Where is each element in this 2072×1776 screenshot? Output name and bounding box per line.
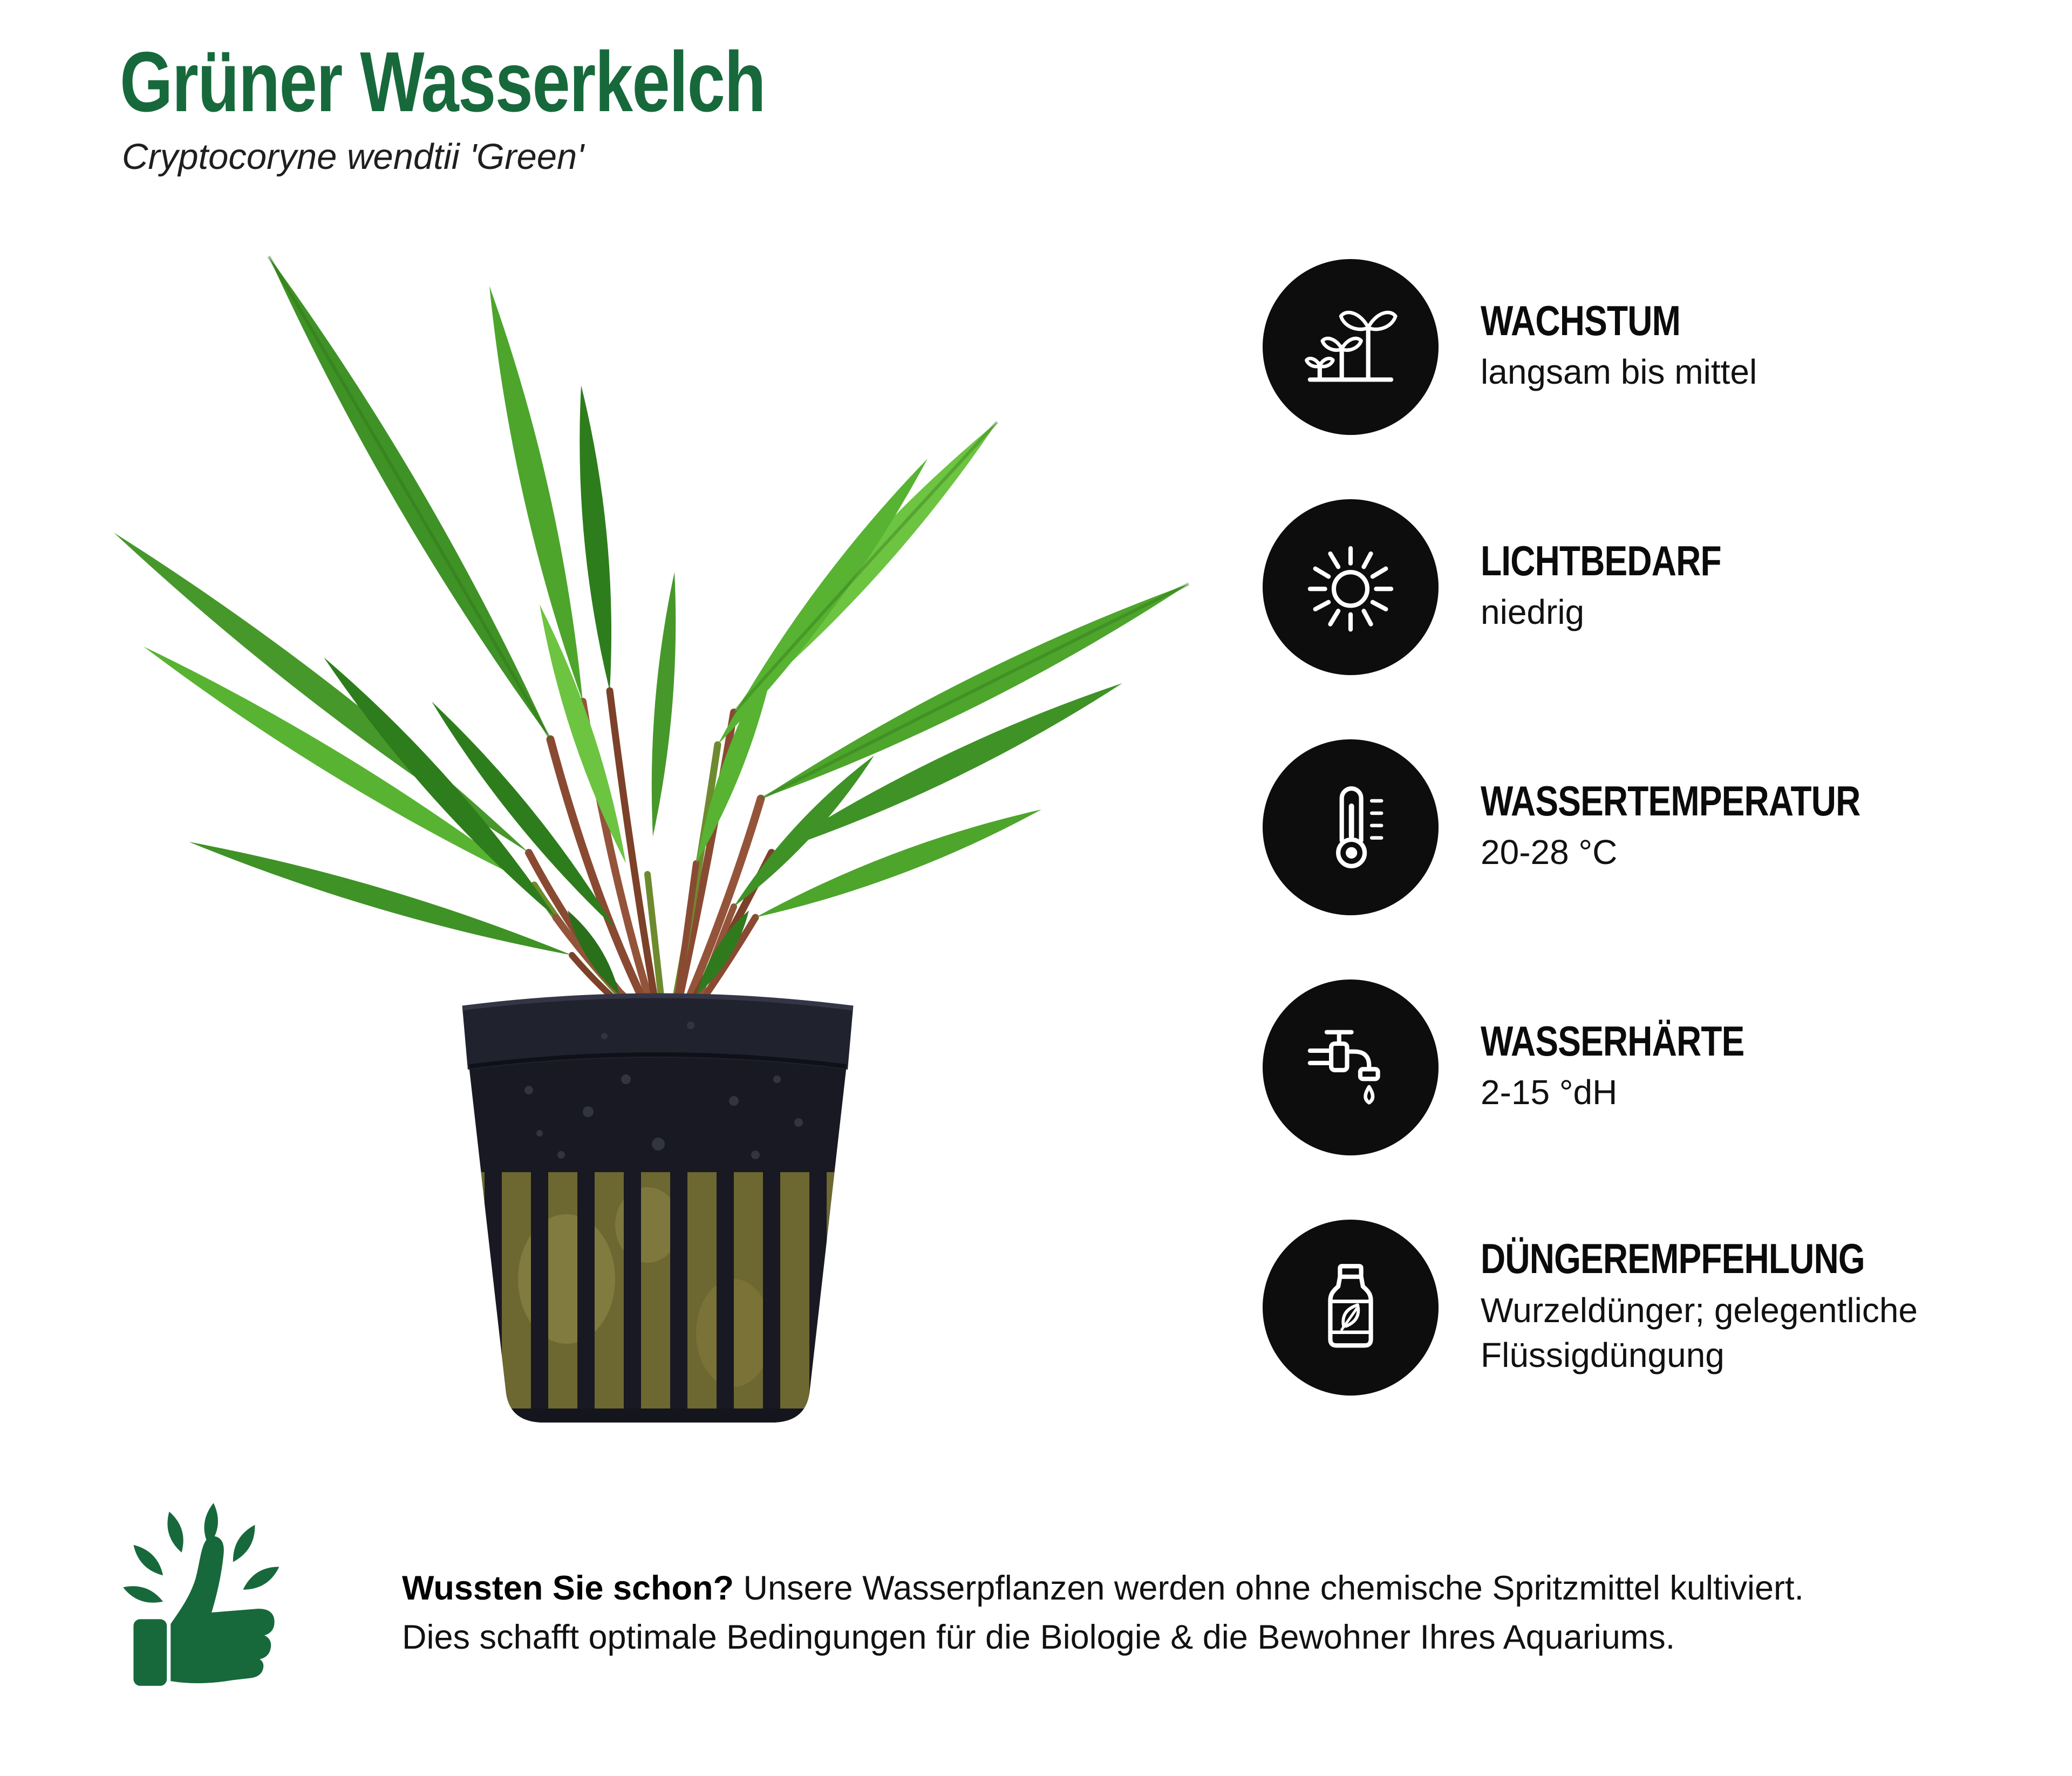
- footer-line-1-text: Unsere Wasserpflanzen werden ohne chemische Spritzmittel kultiviert.: [733, 1569, 1804, 1607]
- spec-value: Wurzeldünger; gelegentliche Flüssigdüngung: [1481, 1290, 1918, 1374]
- spec-list: [1263, 259, 1977, 1396]
- spec-value: langsam bis mittel: [1481, 352, 1757, 392]
- spec-label: WACHSTUM: [1481, 296, 1681, 344]
- spec-row-temperature: [1263, 739, 1977, 915]
- spec-label: WASSERHÄRTE: [1481, 1017, 1744, 1065]
- net-pot: [462, 996, 854, 1425]
- spec-value: niedrig: [1481, 593, 1585, 632]
- spec-row-fertilizer: [1263, 1220, 1977, 1396]
- spec-value: 20-28 °C: [1481, 833, 1618, 872]
- spec-text-hardness: [1481, 1017, 1802, 1115]
- spec-label: DÜNGEREMPFEHLUNG: [1481, 1235, 1865, 1283]
- spec-text-fertilizer: [1481, 1237, 1977, 1378]
- fertilizer-bottle-icon: [1263, 1220, 1439, 1396]
- footer-text: [402, 1564, 2015, 1663]
- footer-line-1: [402, 1564, 2015, 1613]
- spec-label: LICHTBEDARF: [1481, 536, 1721, 584]
- spec-row-hardness: [1263, 979, 1977, 1155]
- thumbs-up-leaves-icon: [123, 1499, 285, 1690]
- plant-photo: [54, 227, 1219, 1435]
- spec-text-light: [1481, 536, 1774, 635]
- spec-text-temperature: [1481, 777, 1944, 875]
- faucet-icon: [1263, 979, 1439, 1155]
- footer-bold-prefix: Wussten Sie schon?: [402, 1569, 734, 1607]
- spec-row-light: [1263, 499, 1977, 675]
- spec-label: WASSERTEMPERATUR: [1481, 777, 1860, 825]
- latin-name: Cryptocoryne wendtii 'Green': [122, 137, 584, 177]
- spec-row-growth: [1263, 259, 1977, 435]
- growth-seedlings-icon: [1263, 259, 1439, 435]
- spec-text-growth: [1481, 296, 1757, 395]
- footer-line-2: Dies schafft optimale Bedingungen für die Biologie & die Bewohner Ihres Aquariums.: [402, 1618, 1675, 1657]
- thermometer-icon: [1263, 739, 1439, 915]
- page-title: Grüner Wasserkelch: [120, 35, 765, 130]
- spec-value: 2-15 °dH: [1481, 1073, 1618, 1112]
- sun-icon: [1263, 499, 1439, 675]
